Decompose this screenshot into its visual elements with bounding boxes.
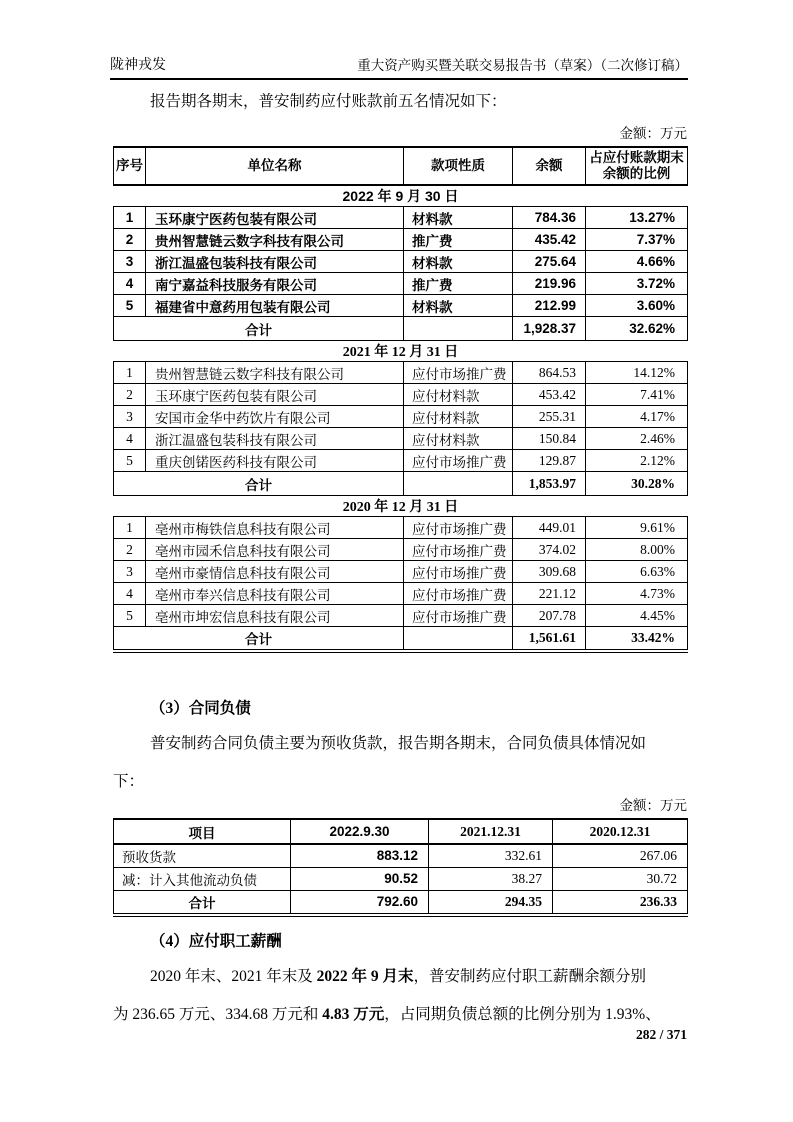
cell-ratio: 4.66%: [586, 251, 688, 273]
cell-ratio: 2.46%: [586, 428, 688, 450]
cell-2022-value: 883.12: [291, 844, 429, 867]
cell-ratio: 6.63%: [586, 561, 688, 583]
cell-ratio: 4.17%: [586, 406, 688, 428]
cell-ratio: 7.37%: [586, 229, 688, 251]
col-header-2022: 2022.9.30: [291, 819, 429, 844]
col-header-seq: 序号: [114, 147, 146, 185]
cell-balance: 221.12: [513, 583, 586, 605]
cell-seq: 3: [114, 406, 146, 428]
cell-seq: 1: [114, 517, 146, 539]
cell-ratio: 2.12%: [586, 450, 688, 472]
cell-company: 贵州智慧链云数字科技有限公司: [146, 229, 404, 251]
cell-empty: [404, 472, 513, 496]
text-segment-bold: 2022 年 9 月末: [316, 968, 414, 985]
subtotal-balance: 1,928.37: [513, 317, 586, 341]
col-header-company: 单位名称: [146, 147, 404, 185]
text-segment: 2020 年末、2021 年末及: [150, 968, 317, 985]
cell-balance: 275.64: [513, 251, 586, 273]
section-date: 2022 年 9 月 30 日: [114, 185, 688, 207]
cell-item: 减：计入其他流动负债: [114, 867, 291, 890]
subtotal-ratio: 30.28%: [586, 472, 688, 496]
cell-ratio: 8.00%: [586, 539, 688, 561]
cell-empty: [404, 627, 513, 651]
cell-company: 安国市金华中药饮片有限公司: [146, 406, 404, 428]
cell-ratio: 14.12%: [586, 362, 688, 384]
cell-ratio: 9.61%: [586, 517, 688, 539]
table-row: [114, 583, 688, 605]
text-segment: ，占同期负债总额的比例分别为 1.93%、: [384, 1006, 661, 1023]
cell-2021-value: 332.61: [429, 844, 553, 867]
cell-seq: 2: [114, 384, 146, 406]
cell-nature: 应付材料款: [404, 406, 513, 428]
cell-ratio: 4.45%: [586, 605, 688, 627]
section3-heading: （3）合同负债: [150, 700, 251, 717]
cell-ratio: 3.60%: [586, 295, 688, 317]
cell-ratio: 7.41%: [586, 384, 688, 406]
cell-nature: 应付市场推广费: [404, 605, 513, 627]
subtotal-row: [114, 472, 688, 496]
col-header-balance: 余额: [513, 147, 586, 185]
text-segment-bold: 4.83 万元: [322, 1006, 385, 1023]
cell-seq: 1: [114, 362, 146, 384]
section4-heading: （4）应付职工薪酬: [150, 933, 282, 950]
total-2021-value: 294.35: [429, 890, 553, 915]
cell-company: 南宁嘉益科技服务有限公司: [146, 273, 404, 295]
subtotal-row: [114, 627, 688, 651]
subtotal-balance: 1,853.97: [513, 472, 586, 496]
table-row: [114, 207, 688, 229]
cell-company: 亳州市坤宏信息科技有限公司: [146, 605, 404, 627]
section4-paragraph-line2: [113, 1005, 687, 1025]
contract-liabilities-table: [113, 818, 688, 917]
cell-empty: [404, 317, 513, 341]
table-row: [114, 605, 688, 627]
cell-company: 亳州市梅铁信息科技有限公司: [146, 517, 404, 539]
payables-top5-table: [113, 146, 688, 653]
unit-note-table1: 金额：万元: [619, 126, 687, 141]
cell-seq: 3: [114, 251, 146, 273]
col-header-item: 项目: [114, 819, 291, 844]
table-row: [114, 428, 688, 450]
total-2020-value: 236.33: [553, 890, 688, 915]
col-header-2021: 2021.12.31: [429, 819, 553, 844]
cell-company: 浙江温盛包装科技有限公司: [146, 428, 404, 450]
cell-nature: 应付材料款: [404, 428, 513, 450]
cell-balance: 374.02: [513, 539, 586, 561]
total-2022-value: 792.60: [291, 890, 429, 915]
cell-balance: 864.53: [513, 362, 586, 384]
col-header-nature: 款项性质: [404, 147, 513, 185]
subtotal-ratio: 32.62%: [586, 317, 688, 341]
section3-paragraph-line2: 下：: [113, 773, 145, 790]
cell-2020-value: 30.72: [553, 867, 688, 890]
cell-nature: 应付市场推广费: [404, 362, 513, 384]
table-row: [114, 273, 688, 295]
cell-ratio: 13.27%: [586, 207, 688, 229]
table-header-row: [114, 819, 688, 844]
cell-company: 贵州智慧链云数字科技有限公司: [146, 362, 404, 384]
cell-item: 预收货款: [114, 844, 291, 867]
cell-balance: 784.36: [513, 207, 586, 229]
col-header-ratio: 占应付账款期末余额的比例: [586, 147, 688, 185]
section-date: 2020 年 12 月 31 日: [114, 496, 688, 517]
text-segment: 为 236.65 万元、334.68 万元和: [113, 1006, 323, 1023]
cell-company: 浙江温盛包装科技有限公司: [146, 251, 404, 273]
section4-paragraph-line1: [113, 967, 687, 987]
table-row: [114, 229, 688, 251]
cell-ratio: 4.73%: [586, 583, 688, 605]
table-row: [114, 539, 688, 561]
cell-balance: 129.87: [513, 450, 586, 472]
section-date-row: [114, 496, 688, 517]
subtotal-label: 合计: [114, 472, 404, 496]
cell-balance: 212.99: [513, 295, 586, 317]
running-header: [110, 54, 688, 80]
cell-balance: 435.42: [513, 229, 586, 251]
cell-seq: 2: [114, 539, 146, 561]
cell-balance: 309.68: [513, 561, 586, 583]
subtotal-label: 合计: [114, 627, 404, 651]
subtotal-row: [114, 317, 688, 341]
cell-seq: 2: [114, 229, 146, 251]
table-row: [114, 844, 688, 867]
cell-nature: 推广费: [404, 273, 513, 295]
section-date: 2021 年 12 月 31 日: [114, 341, 688, 362]
cell-seq: 1: [114, 207, 146, 229]
subtotal-ratio: 33.42%: [586, 627, 688, 651]
cell-balance: 453.42: [513, 384, 586, 406]
cell-nature: 应付市场推广费: [404, 539, 513, 561]
section-date-row: [114, 185, 688, 207]
table-row: [114, 406, 688, 428]
cell-seq: 4: [114, 273, 146, 295]
cell-company: 福建省中意药用包装有限公司: [146, 295, 404, 317]
cell-company: 亳州市豪情信息科技有限公司: [146, 561, 404, 583]
cell-ratio: 3.72%: [586, 273, 688, 295]
table-row: [114, 251, 688, 273]
cell-balance: 207.78: [513, 605, 586, 627]
cell-company: 玉环康宁医药包装有限公司: [146, 207, 404, 229]
cell-balance: 449.01: [513, 517, 586, 539]
table-row: [114, 450, 688, 472]
subtotal-label: 合计: [114, 317, 404, 341]
cell-company: 亳州市奉兴信息科技有限公司: [146, 583, 404, 605]
cell-2021-value: 38.27: [429, 867, 553, 890]
cell-nature: 应付市场推广费: [404, 561, 513, 583]
intro-paragraph: 报告期各期末，普安制药应付账款前五名情况如下：: [150, 93, 507, 110]
table-row: [114, 561, 688, 583]
cell-seq: 5: [114, 295, 146, 317]
cell-seq: 5: [114, 450, 146, 472]
cell-company: 玉环康宁医药包装有限公司: [146, 384, 404, 406]
section-date-row: [114, 341, 688, 362]
cell-company: 重庆创锘医药科技有限公司: [146, 450, 404, 472]
cell-seq: 5: [114, 605, 146, 627]
table-row: [114, 384, 688, 406]
unit-note-table2: 金额：万元: [619, 798, 687, 813]
cell-nature: 应付市场推广费: [404, 450, 513, 472]
cell-nature: 材料款: [404, 207, 513, 229]
table-row: [114, 362, 688, 384]
total-label: 合计: [114, 890, 291, 915]
table-row: [114, 295, 688, 317]
table-row: [114, 517, 688, 539]
header-report-title: 重大资产购买暨关联交易报告书（草案）（二次修订稿）: [357, 58, 688, 73]
section3-paragraph-line1: 普安制药合同负债主要为预收货款，报告期各期末，合同负债具体情况如: [150, 735, 647, 752]
cell-balance: 255.31: [513, 406, 586, 428]
cell-nature: 材料款: [404, 295, 513, 317]
page-number: 282 / 371: [635, 1027, 687, 1042]
subtotal-balance: 1,561.61: [513, 627, 586, 651]
cell-seq: 4: [114, 428, 146, 450]
cell-2020-value: 267.06: [553, 844, 688, 867]
cell-seq: 3: [114, 561, 146, 583]
cell-nature: 推广费: [404, 229, 513, 251]
cell-nature: 材料款: [404, 251, 513, 273]
cell-2022-value: 90.52: [291, 867, 429, 890]
table-header-row: [114, 147, 688, 185]
cell-nature: 应付市场推广费: [404, 517, 513, 539]
text-segment: ，普安制药应付职工薪酬余额分别: [413, 968, 647, 985]
total-row: [114, 890, 688, 915]
cell-nature: 应付市场推广费: [404, 583, 513, 605]
col-header-2020: 2020.12.31: [553, 819, 688, 844]
cell-seq: 4: [114, 583, 146, 605]
table-row: [114, 867, 688, 890]
cell-balance: 219.96: [513, 273, 586, 295]
cell-company: 亳州市园禾信息科技有限公司: [146, 539, 404, 561]
cell-nature: 应付材料款: [404, 384, 513, 406]
header-company-name: 陇神戎发: [110, 58, 166, 73]
cell-balance: 150.84: [513, 428, 586, 450]
